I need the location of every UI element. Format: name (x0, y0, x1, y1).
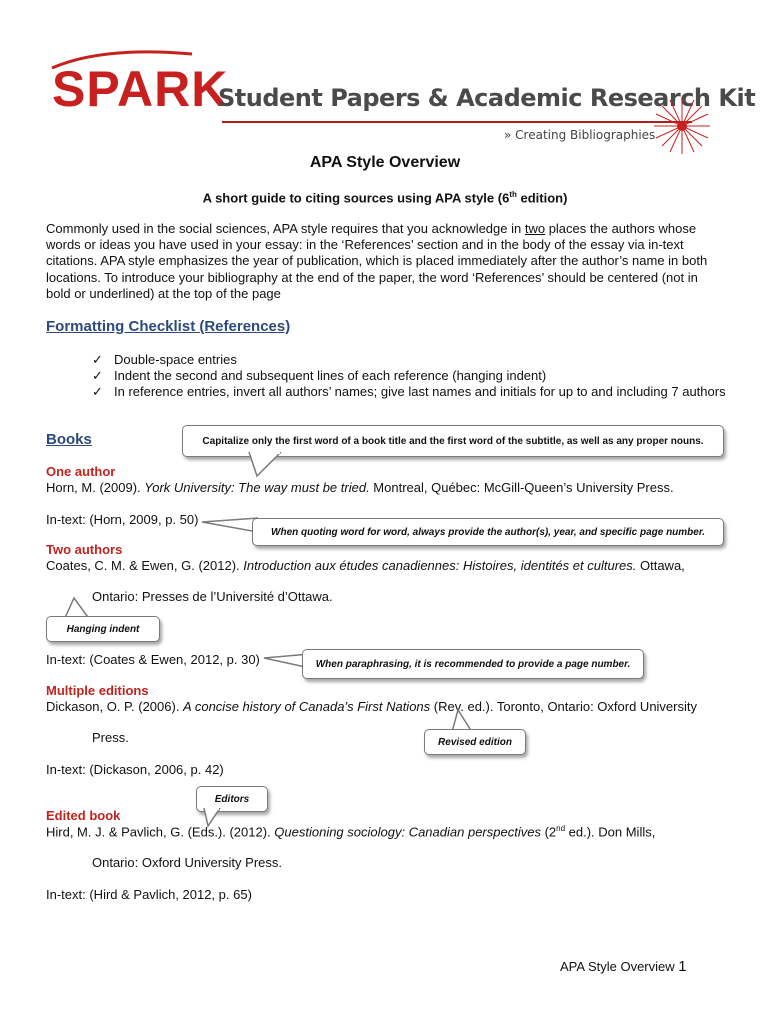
callout-capitalize: Capitalize only the first word of a book title and the first word of the subtitle, as well as any proper nouns. (182, 425, 724, 457)
reference-entry-line2: Press. (92, 730, 129, 745)
callout-quoting: When quoting word for word, always provide the author(s), year, and specific page number. (252, 518, 724, 546)
starburst-icon (652, 96, 712, 156)
edited-book-heading: Edited book (46, 808, 121, 823)
checkmark-icon: ✓ (92, 384, 103, 399)
callout-tail (200, 514, 260, 536)
callout-paraphrasing: When paraphrasing, it is recommended to provide a page number. (302, 649, 644, 679)
callout-tail (245, 452, 285, 478)
logo-word: SPARK (52, 61, 229, 117)
intro-paragraph: Commonly used in the social sciences, APA style requires that you acknowledge in two places the authors whose words or ideas you have used in your essay: in the ‘References’ section and in the body of the essay via in-text citations. APA style emphasizes the year of publication, which is placed immediately after the author’s name in both locations. To introduce your bibliography at the end of the paper, the word ‘References’ should be centered (not in bold or underlined) at the top of the page (46, 221, 708, 301)
intext-citation: In-text: (Dickason, 2006, p. 42) (46, 762, 224, 777)
callout-hanging-indent: Hanging indent (46, 616, 160, 642)
books-heading: Books (46, 431, 92, 448)
one-author-heading: One author (46, 464, 116, 479)
logo-divider (222, 121, 692, 123)
intext-citation: In-text: (Hird & Pavlich, 2012, p. 65) (46, 887, 252, 902)
reference-entry: Horn, M. (2009). York University: The way must be tried. Montreal, Québec: McGill-Queen’s University Press. (46, 480, 674, 495)
two-authors-heading: Two authors (46, 542, 123, 557)
callout-revised-edition: Revised edition (424, 729, 526, 755)
logo-title: Student Papers & Academic Research Kit (218, 84, 756, 112)
intext-citation: In-text: (Coates & Ewen, 2012, p. 30) (46, 652, 260, 667)
reference-entry: Dickason, O. P. (2006). A concise history of Canada’s First Nations (Rev. ed.). Toronto, Ontario: Oxford University (46, 699, 697, 714)
spark-logo (52, 58, 756, 158)
reference-entry: Hird, M. J. & Pavlich, G. (Eds.). (2012). Questioning sociology: Canadian perspectives (2nd ed.). Don Mills, (46, 824, 656, 840)
logo-subtitle: » Creating Bibliographies (504, 128, 656, 142)
page-title: APA Style Overview (309, 154, 461, 171)
page-number: 1 (678, 958, 687, 975)
multiple-editions-heading: Multiple editions (46, 683, 149, 698)
checklist-heading: Formatting Checklist (References) (46, 318, 291, 335)
reference-entry: Coates, C. M. & Ewen, G. (2012). Introduction aux études canadiennes: Histoires, identités et cultures. Ottawa, (46, 558, 685, 573)
intext-citation: In-text: (Horn, 2009, p. 50) (46, 512, 199, 527)
checkmark-icon: ✓ (92, 368, 103, 383)
checkmark-icon: ✓ (92, 352, 103, 367)
callout-editors: Editors (196, 786, 268, 812)
page-footer: APA Style Overview 1 (560, 958, 687, 975)
reference-entry-line2: Ontario: Oxford University Press. (92, 855, 282, 870)
reference-entry-line2: Ontario: Presses de l’Université d’Ottawa. (92, 589, 333, 604)
page-subtitle: A short guide to citing sources using APA style (6th edition) (202, 190, 568, 206)
